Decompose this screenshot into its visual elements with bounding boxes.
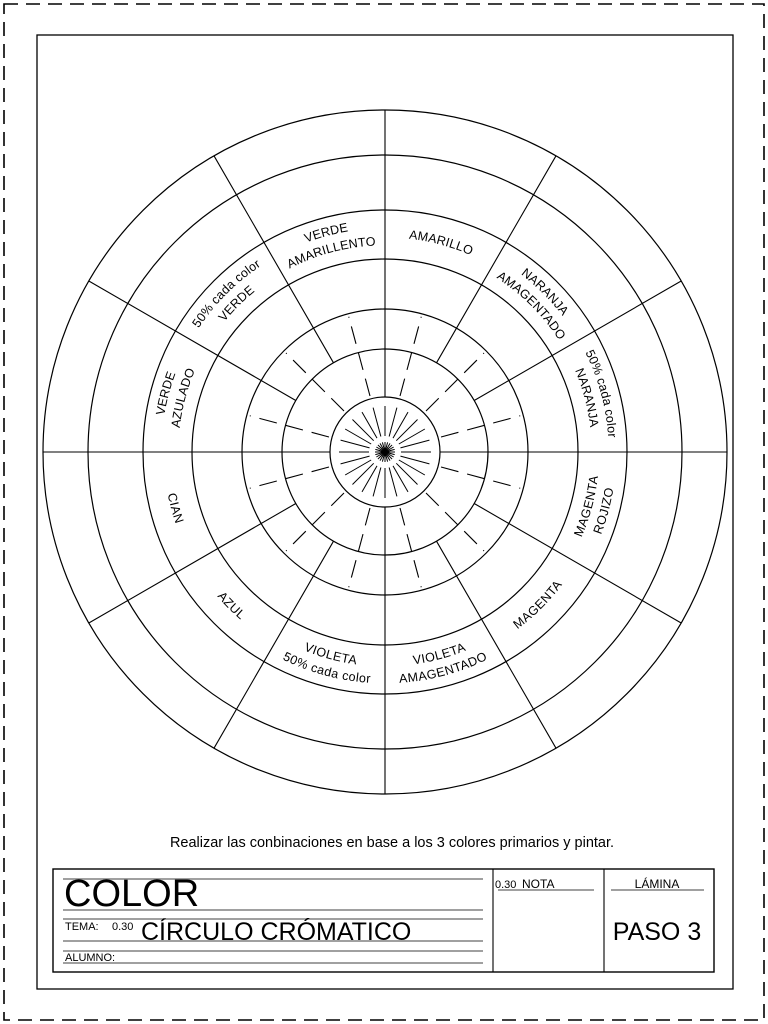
- wheel-spoke: [89, 504, 296, 624]
- tema-dim-text: 0.30: [112, 921, 134, 933]
- segment-label: MAGENTA: [510, 577, 565, 632]
- color-wheel: [43, 110, 727, 794]
- wheel-dashed-ray: [441, 467, 520, 488]
- wheel-dashed-ray: [349, 317, 370, 396]
- sheet-title: COLOR: [64, 873, 200, 915]
- tema-label: TEMA:: [65, 921, 99, 933]
- wheel-inner-dash: [341, 456, 370, 464]
- lamina-label: LÁMINA: [634, 877, 680, 891]
- wheel-center-star: [375, 442, 395, 462]
- wheel-inner-dash: [399, 460, 425, 475]
- segment-label: ROJIZO: [590, 486, 617, 536]
- wheel-inner-dash: [352, 463, 373, 484]
- wheel-inner-dash: [393, 466, 408, 492]
- wheel-inner-dash: [352, 419, 373, 440]
- segment-label: VERDE: [302, 220, 350, 246]
- segment-label: 50% cada color: [582, 347, 620, 439]
- wheel-inner-dash: [362, 466, 377, 492]
- segment-label: NARANJA: [518, 265, 572, 319]
- title-block: [53, 869, 714, 972]
- wheel-inner-dash: [345, 460, 371, 475]
- wheel-dashed-ray: [349, 508, 370, 587]
- wheel-inner-dash: [400, 456, 429, 464]
- segment-label: CIAN: [164, 491, 187, 526]
- wheel-dashed-ray: [400, 317, 421, 396]
- wheel-inner-dash: [362, 412, 377, 438]
- segment-label: VIOLETA: [411, 640, 468, 668]
- nota-dim-text: 0.30: [495, 879, 517, 891]
- wheel-inner-dash: [400, 440, 429, 448]
- wheel-dashed-ray: [400, 508, 421, 587]
- wheel-inner-dash: [396, 463, 417, 484]
- wheel-dashed-ray: [441, 416, 520, 437]
- wheel-inner-dash: [341, 440, 370, 448]
- segment-label: VERDE: [215, 282, 258, 325]
- segment-label: AMARILLENTO: [284, 234, 377, 272]
- segment-label: AMAGENTADO: [398, 649, 490, 686]
- instruction-text: Realizar las conbinaciones en base a los 3 colores primarios y pintar.: [169, 835, 615, 851]
- wheel-inner-dash: [389, 467, 397, 496]
- wheel-inner-dash: [393, 412, 408, 438]
- segment-label: VIOLETA: [302, 640, 359, 668]
- segment-label: 50% cada color: [189, 256, 264, 331]
- segment-label: MAGENTA: [571, 474, 601, 539]
- segment-label: AZUL: [214, 588, 249, 623]
- wheel-inner-dash: [373, 408, 381, 437]
- wheel-inner-dash: [345, 429, 371, 444]
- wheel-dashed-ray: [250, 467, 329, 488]
- tema-value: CÍRCULO CRÓMATICO: [141, 918, 412, 946]
- segment-label: AZULADO: [168, 365, 198, 429]
- segment-label: VERDE: [153, 369, 179, 417]
- wheel-inner-dash: [389, 408, 397, 437]
- wheel-inner-dash: [396, 419, 417, 440]
- alumno-label: ALUMNO:: [65, 952, 116, 964]
- dashed-page-border: [4, 4, 764, 1020]
- lamina-value: PASO 3: [612, 918, 702, 946]
- segment-label: AMAGENTADO: [494, 268, 569, 343]
- wheel-spoke: [437, 156, 557, 363]
- segment-label: 50% cada color: [280, 649, 372, 686]
- wheel-inner-dash: [373, 467, 381, 496]
- nota-label: NOTA: [522, 877, 555, 891]
- segment-label: AMARILLO: [408, 227, 476, 259]
- segment-label: NARANJA: [572, 366, 602, 429]
- wheel-dashed-ray: [250, 416, 329, 437]
- wheel-inner-dash: [399, 429, 425, 444]
